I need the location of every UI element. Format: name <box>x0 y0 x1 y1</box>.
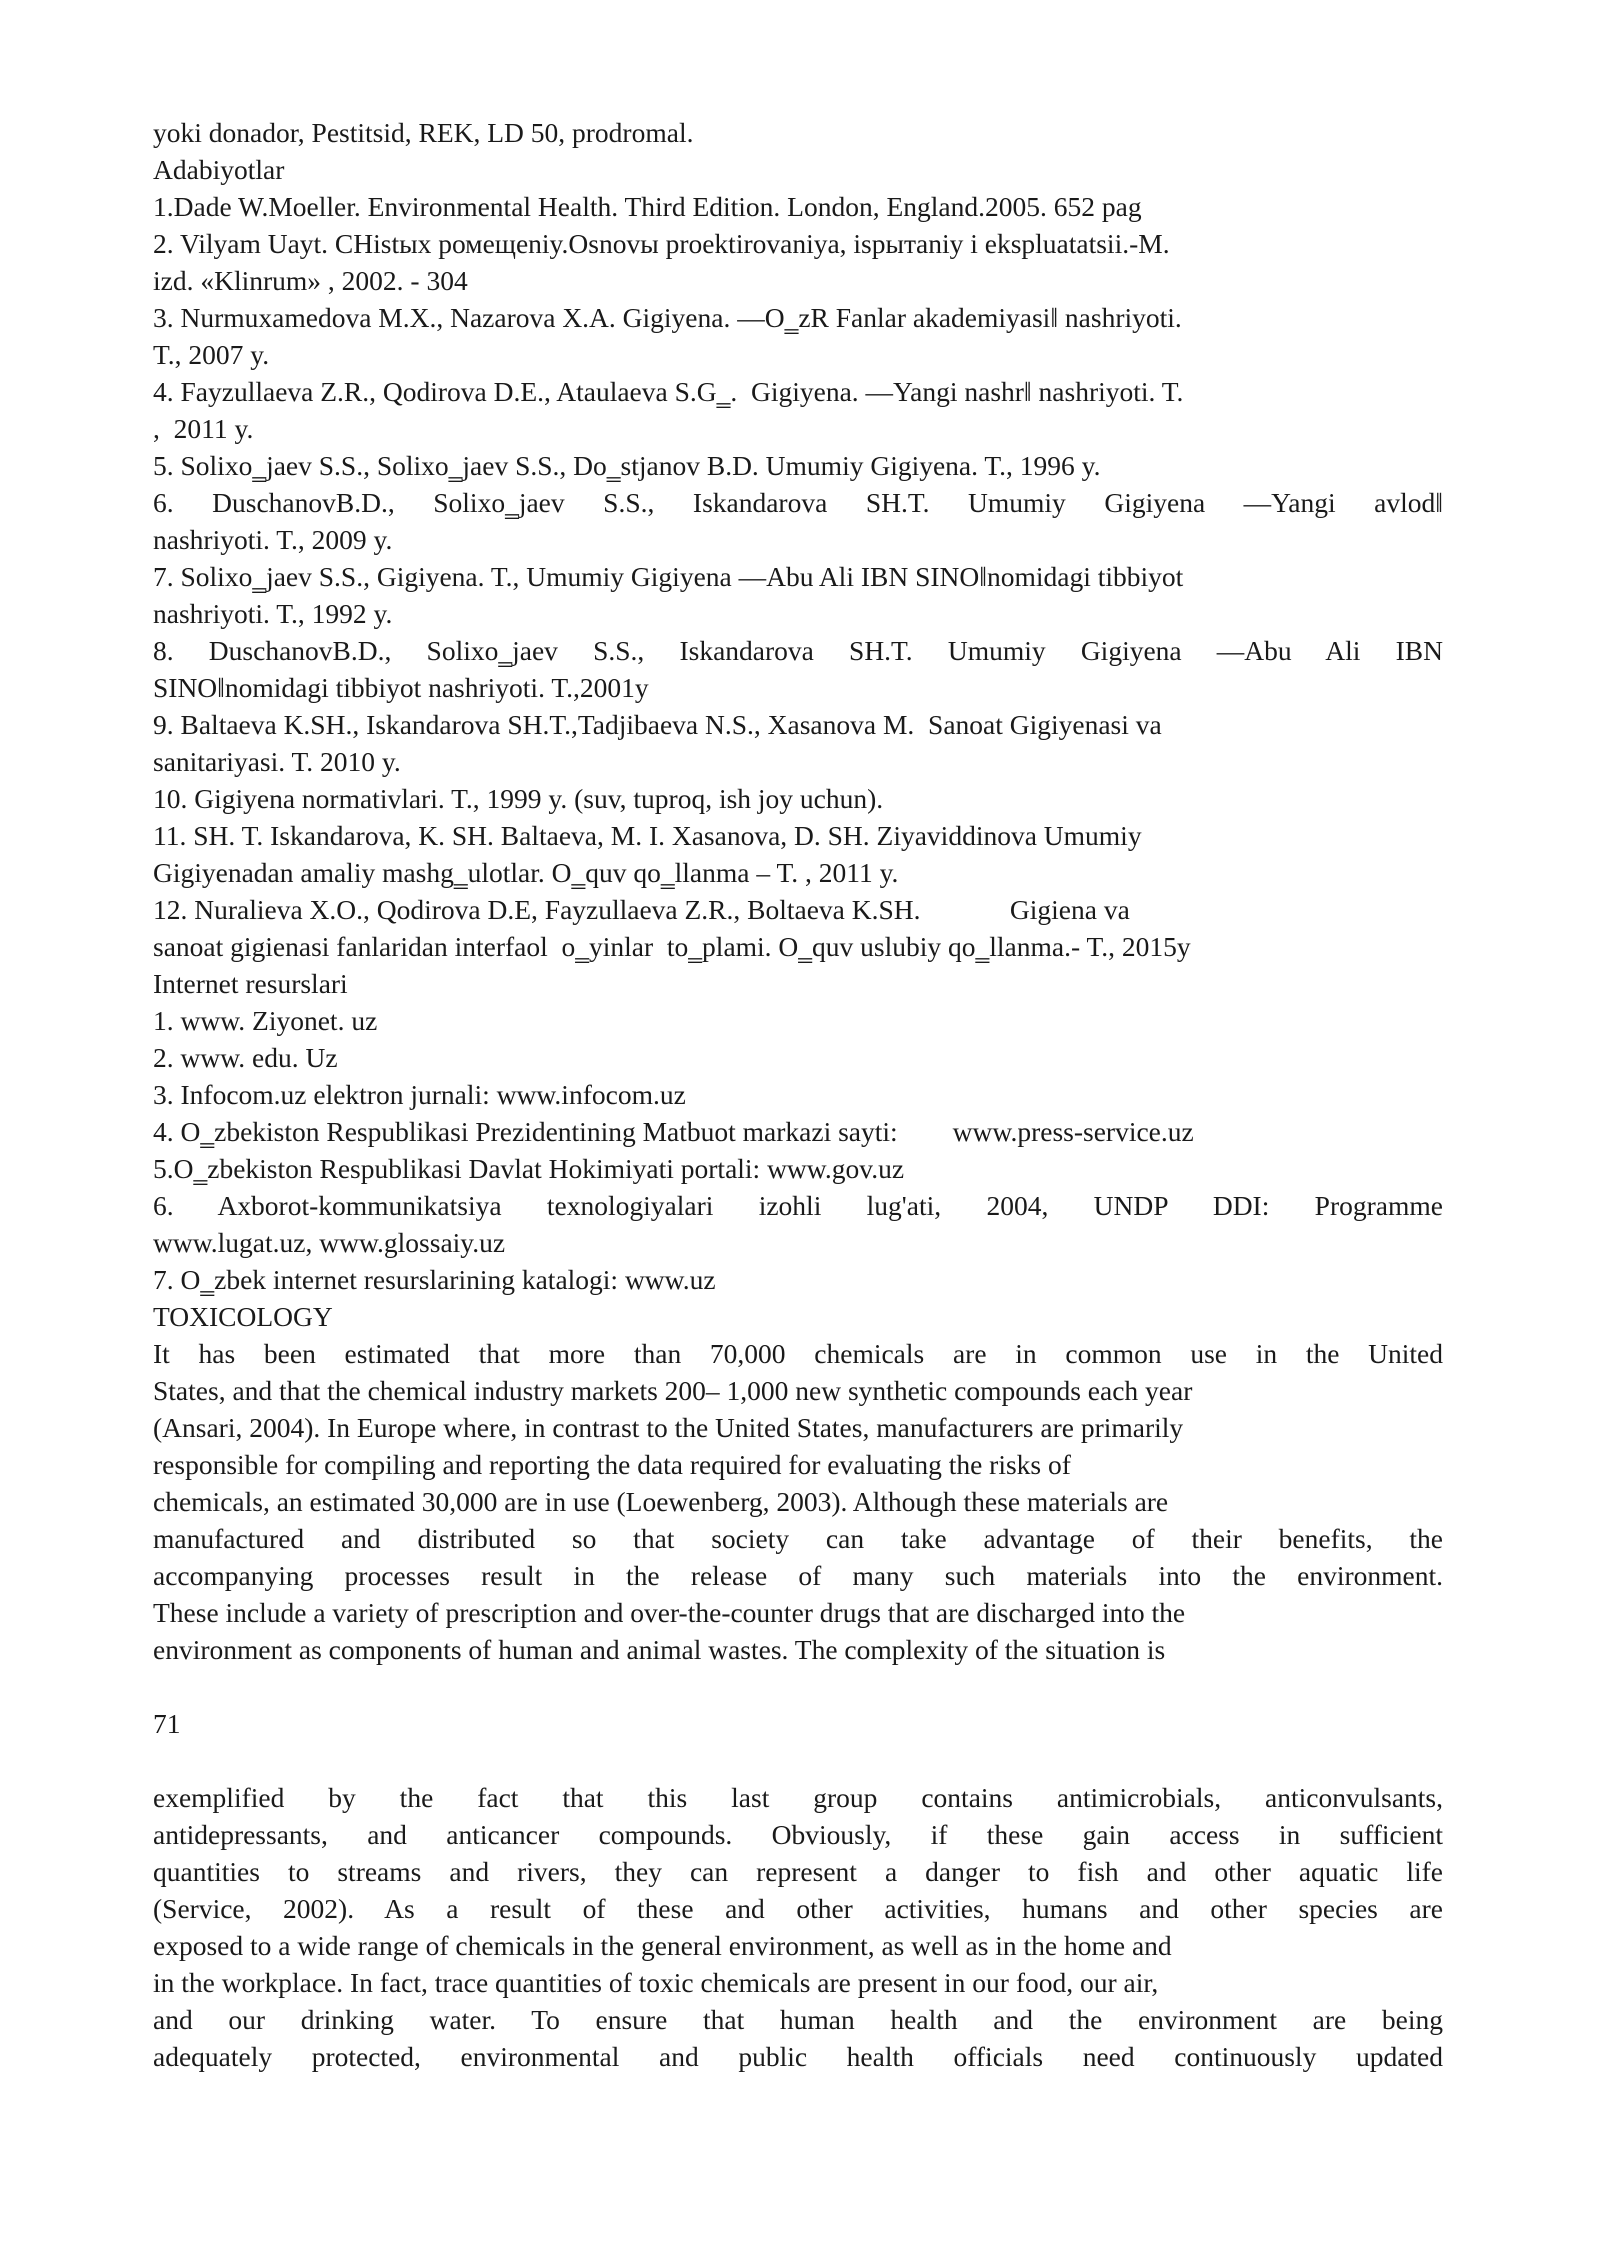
body-text-line: chemicals, an estimated 30,000 are in use (Loewenberg, 2003). Although these materials are <box>153 1486 1169 1517</box>
reference-item-10-line-1: 10. Gigiyena normativlari. T., 1999 y. (suv, tuproq, ish joy uchun). <box>153 783 884 814</box>
reference-item-9-line-2: sanitariyasi. T. 2010 y. <box>153 746 401 777</box>
body-text-line: (Service, 2002). As a result of these and other activities, humans and other species are <box>153 1893 1443 1924</box>
reference-item-5-line-1: 5. Solixo‗jaev S.S., Solixo‗jaev S.S., Do‗stjanov B.D. Umumiy Gigiyena. T., 1996 y. <box>153 450 1101 481</box>
toxicology-paragraph-part2 <box>153 1779 1443 2075</box>
internet-resource-item-6-line-2: www.lugat.uz, www.glossaiy.uz <box>153 1227 506 1258</box>
body-text-line: quantities to streams and rivers, they can represent a danger to fish and other aquatic life <box>153 1856 1443 1887</box>
internet-resource-item-3-line-1: 3. Infocom.uz elektron jurnali: www.infocom.uz <box>153 1079 686 1110</box>
body-text-line: exemplified by the fact that this last group contains antimicrobials, anticonvulsants, <box>153 1782 1443 1813</box>
internet-resources-heading: Internet resurslari <box>153 968 348 999</box>
reference-item-7-line-1: 7. Solixo‗jaev S.S., Gigiyena. T., Umumiy Gigiyena ―Abu Ali IBN SINO‖nomidagi tibbiyot <box>153 561 1184 592</box>
toxicology-paragraph-part1 <box>153 1335 1443 1668</box>
reference-item-2-line-2: izd. «Klinrum» , 2002. - 304 <box>153 265 468 296</box>
reference-item-6-line-2: nashriyoti. T., 2009 y. <box>153 524 393 555</box>
body-text-line: exposed to a wide range of chemicals in the general environment, as well as in the home and <box>153 1930 1172 1961</box>
body-text-line: in the workplace. In fact, trace quantities of toxic chemicals are present in our food, our air, <box>153 1967 1159 1998</box>
reference-item-4-line-1: 4. Fayzullaeva Z.R., Qodirova D.E., Ataulaeva S.G‗. Gigiyena. ―Yangi nashr‖ nashriyoti. T. <box>153 376 1184 407</box>
body-text-line: environment as components of human and animal wastes. The complexity of the situation is <box>153 1634 1166 1665</box>
body-text-line: and our drinking water. To ensure that human health and the environment are being <box>153 2004 1443 2035</box>
reference-item-8-line-2: SINO‖nomidagi tibbiyot nashriyoti. T.,2001y <box>153 672 649 703</box>
intro-line: yoki donador, Pestitsid, REK, LD 50, prodromal. <box>153 117 694 148</box>
body-text-line: antidepressants, and anticancer compounds. Obviously, if these gain access in sufficient <box>153 1819 1443 1850</box>
reference-item-12-line-2: sanoat gigienasi fanlaridan interfaol o‗yinlar to‗plami. O‗quv uslubiy qo‗llanma.- T., 2015y <box>153 931 1191 962</box>
reference-item-9-line-1: 9. Baltaeva K.SH., Iskandarova SH.T.,Tadjibaeva N.S., Xasanova M. Sanoat Gigiyenasi va <box>153 709 1162 740</box>
internet-resource-item-7-line-1: 7. O‗zbek internet resurslarining katalogi: www.uz <box>153 1264 716 1295</box>
body-text-line: It has been estimated that more than 70,000 chemicals are in common use in the United <box>153 1338 1443 1369</box>
internet-resources-list <box>153 1002 1443 1298</box>
body-text-line: responsible for compiling and reporting the data required for evaluating the risks of <box>153 1449 1071 1480</box>
body-text-line: accompanying processes result in the release of many such materials into the environment. <box>153 1560 1443 1591</box>
reference-item-6-line-1: 6. DuschanovB.D., Solixo‗jaev S.S., Iskandarova SH.T. Umumiy Gigiyena ―Yangi avlod‖ <box>153 487 1443 518</box>
page-number: 71 <box>153 1708 181 1739</box>
reference-item-4-line-2: , 2011 y. <box>153 413 254 444</box>
reference-item-3-line-2: T., 2007 y. <box>153 339 270 370</box>
body-text-line: States, and that the chemical industry markets 200– 1,000 new synthetic compounds each year <box>153 1375 1193 1406</box>
internet-resource-item-5-line-1: 5.O‗zbekiston Respublikasi Davlat Hokimiyati portali: www.gov.uz <box>153 1153 905 1184</box>
reference-item-3-line-1: 3. Nurmuxamedova M.X., Nazarova X.A. Gigiyena. ―O‗zR Fanlar akademiyasi‖ nashriyoti. <box>153 302 1182 333</box>
internet-resource-item-6-line-1: 6. Axborot-kommunikatsiya texnologiyalari izohli lug'ati, 2004, UNDP DDI: Programme <box>153 1190 1443 1221</box>
section-title: TOXICOLOGY <box>153 1301 333 1332</box>
reference-item-12-line-1: 12. Nuralieva X.O., Qodirova D.E, Fayzullaeva Z.R., Boltaeva K.SH. Gigiena va <box>153 894 1130 925</box>
reference-item-8-line-1: 8. DuschanovB.D., Solixo‗jaev S.S., Iskandarova SH.T. Umumiy Gigiyena ―Abu Ali IBN <box>153 635 1443 666</box>
body-text-line: (Ansari, 2004). In Europe where, in contrast to the United States, manufacturers are primarily <box>153 1412 1184 1443</box>
body-text-line: adequately protected, environmental and public health officials need continuously updated <box>153 2041 1443 2072</box>
reference-item-7-line-2: nashriyoti. T., 1992 y. <box>153 598 393 629</box>
body-text-line: These include a variety of prescription and over-the-counter drugs that are discharged into the <box>153 1597 1186 1628</box>
reference-item-11-line-2: Gigiyenadan amaliy mashg‗ulotlar. O‗quv qo‗llanma – T. , 2011 y. <box>153 857 899 888</box>
internet-resource-item-4-line-1: 4. O‗zbekiston Respublikasi Prezidentining Matbuot markazi sayti: www.press-service.uz <box>153 1116 1194 1147</box>
reference-item-2-line-1: 2. Vilyam Uayt. CHistых ромещеniy.Osnovы proektirovaniya, ispытaniy i ekspluatatsii.-M. <box>153 228 1170 259</box>
internet-resource-item-1-line-1: 1. www. Ziyonet. uz <box>153 1005 378 1036</box>
document-page <box>153 114 1443 2075</box>
references-heading: Adabiyotlar <box>153 154 285 185</box>
reference-item-1-line-1: 1.Dade W.Moeller. Environmental Health. Third Edition. London, England.2005. 652 pag <box>153 191 1142 222</box>
body-text-line: manufactured and distributed so that society can take advantage of their benefits, the <box>153 1523 1443 1554</box>
references-list <box>153 188 1443 965</box>
internet-resource-item-2-line-1: 2. www. edu. Uz <box>153 1042 338 1073</box>
reference-item-11-line-1: 11. SH. T. Iskandarova, K. SH. Baltaeva, M. I. Xasanova, D. SH. Ziyaviddinova Umumiy <box>153 820 1142 851</box>
